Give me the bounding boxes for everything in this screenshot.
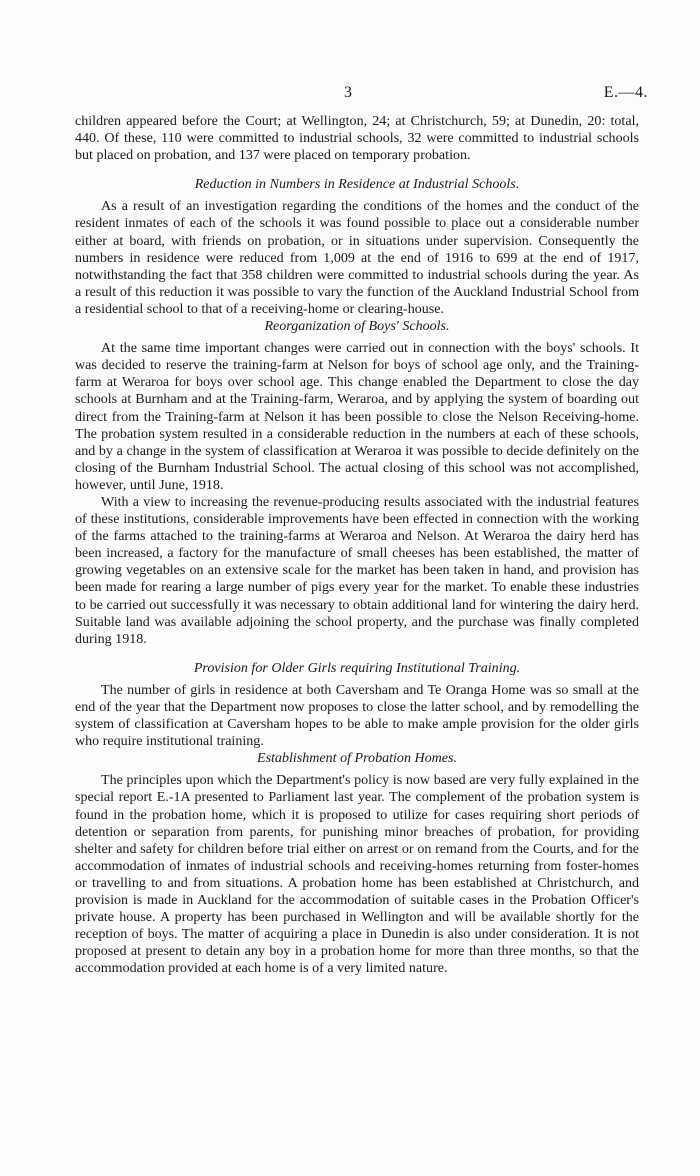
- page-number: 3: [344, 84, 352, 101]
- paragraph-revenue: With a view to increasing the revenue-producing results associated with the industrial features of these institutions, considerable improvements have been effected in connection with the working of the farms attached to the training-farms at Weraroa and Nelson. At Weraroa the dairy herd has been increased, a factory for the manufacture of small cheeses has been established, the matter of growing vegetables on an extensive scale for the market has been taken in hand, and provision has been made for rearing a large number of pigs every year for the market. To enable these industries to be carried out successfully it was necessary to obtain additional land for wintering the dairy herd. Suitable land was available adjoining the school property, and the purchase was finally completed during 1918.: [75, 493, 639, 647]
- page-header: [0, 84, 700, 106]
- document-reference: E.—4.: [603, 84, 648, 101]
- section-heading-probation-homes: Establishment of Probation Homes.: [256, 750, 458, 767]
- body-text: [75, 113, 639, 978]
- paragraph-older-girls: The number of girls in residence at both Caversham and Te Oranga Home was so small at the end of the year that the Department now proposes to close the latter school, and by remodelling the system of classification at Caversham hopes to be able to make ample provision for the older girls who require institutional training.: [75, 681, 639, 750]
- paragraph-reorganization: At the same time important changes were carried out in connection with the boys' schools. It was decided to reserve the training-farm at Nelson for boys of school age only, and the Training-farm at Weraroa for boys over school age. This change enabled the Department to close the day schools at Burnham and at the Training-farm, Weraroa, and by applying the system of boarding out direct from the Training-farm at Nelson it has been possible to close the Nelson Receiving-home. The probation system resulted in a considerable reduction in the numbers at each of these schools, and by a change in the system of classification at Weraroa it was possible to decide definitely on the closing of the Burnham Industrial School. The actual closing of this school was not accomplished, however, until June, 1918.: [75, 340, 639, 493]
- paragraph-reduction: As a result of an investigation regarding the conditions of the homes and the conduct of the resident inmates of each of the schools it was found possible to place out a considerable number either at board, with friends on probation, or in situations under supervision. Consequently the numbers in residence were reduced from 1,009 at the end of 1916 to 699 at the end of 1917, notwithstanding the fact that 358 children were committed to industrial schools during the year. As a result of this reduction it was possible to vary the function of the Auckland Industrial School from a residential school to that of a receiving-home or clearing-house.: [75, 198, 639, 317]
- paragraph-probation-homes: The principles upon which the Department's policy is now based are very fully explained in the special report E.-1A presented to Parliament last year. The complement of the probation system is found in the probation home, which it is proposed to utilize for cases requiring short periods of detention or separation from parents, for punishing minor breaches of probation, for providing shelter and safety for children before trial either on arrest or on remand from the Courts, and for the accommodation of inmates of industrial schools and receiving-homes returning from foster-homes or travelling to and from situations. A probation home has been established at Christchurch, and provision is made in Auckland for the accommodation of suitable cases in the Probation Officer's private house. A property has been purchased in Wellington and will be available shortly for the reception of boys. The matter of acquiring a place in Dunedin is also under consideration. It is not proposed at present to detain any boy in a probation home for more than three months, so that the accommodation provided at each home is of a very limited nature.: [75, 772, 639, 977]
- section-heading-reduction-in-numbers: Reduction in Numbers in Residence at Industrial Schools.: [194, 176, 520, 193]
- section-heading-older-girls: Provision for Older Girls requiring Institutional Training.: [193, 659, 521, 676]
- paragraph-continued: children appeared before the Court; at Wellington, 24; at Christchurch, 59; at Dunedin, 20: total, 440. Of these, 110 were committed to industrial schools, 32 were committed to industrial schools but placed on probation, and 137 were placed on temporary probation.: [75, 113, 639, 164]
- section-heading-reorganization: Reorganization of Boys' Schools.: [264, 318, 450, 335]
